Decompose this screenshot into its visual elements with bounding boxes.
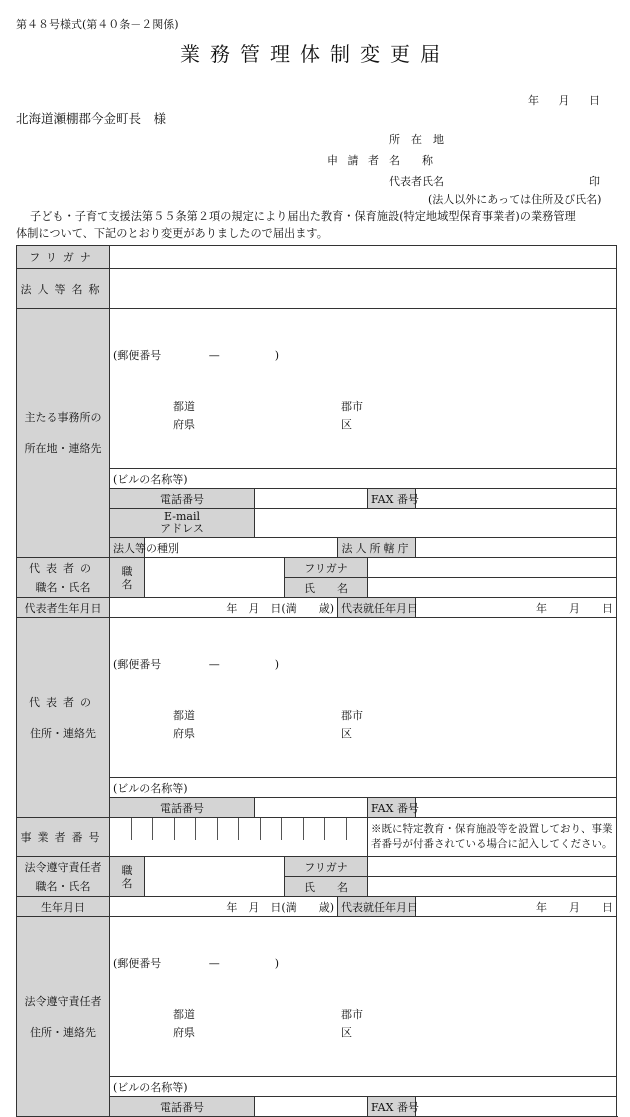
main-office-email-label: E-mail アドレス [110,509,255,538]
intro-text [16,208,616,242]
intro-line-2: 体制について、下記のとおり変更がありましたので届出ます。 [16,227,328,240]
compliance-post-label: 職 名 [110,857,145,897]
rep-fax-field[interactable] [416,798,617,818]
main-office-phone-field[interactable] [255,489,368,509]
rep-furigana-label: フリガナ [285,558,368,578]
compliance-fax-field[interactable] [416,1097,617,1117]
rep-birth-field[interactable]: 年 月 日(満 歳) [110,598,338,618]
seal-mark: 印 [589,175,600,188]
applicant-name-label: 名 称 [389,154,433,167]
main-office-email-field[interactable] [255,509,617,538]
main-office-fax-field[interactable] [416,489,617,509]
main-office-fax-label: FAX 番号 [368,489,416,509]
submission-date[interactable]: 年 月 日 [528,94,600,107]
main-office-label: 主たる事務所の 所在地・連絡先 [17,309,110,558]
compliance-appointed-field[interactable]: 年 月 日 [416,897,617,917]
compliance-appointed-label: 代表就任年月日 [338,897,416,917]
rep-post-field[interactable] [145,558,285,598]
applicant-label: 申 請 者 [327,154,382,167]
management-form-table [16,245,617,1117]
main-office-address-field[interactable]: (郵便番号 — ) 都道 府県 郡市 区 [110,309,617,469]
main-office-building-field[interactable]: (ビルの名称等) [110,469,617,489]
compliance-furigana-label: フリガナ [285,857,368,877]
compliance-furigana-field[interactable] [368,857,617,877]
jurisdiction-label: 法人所轄庁 [338,538,416,558]
compliance-address-label: 法令遵守責任者 住所・連絡先 [17,917,110,1117]
rep-phone-field[interactable] [255,798,368,818]
furigana-label: フリガナ [17,246,110,269]
furigana-field[interactable] [110,246,617,269]
compliance-name-label: 氏 名 [285,877,368,897]
representative-label: 代表者の 職名・氏名 [17,558,110,598]
form-title: 業務管理体制変更届 [180,42,450,66]
rep-appointed-field[interactable]: 年 月 日 [416,598,617,618]
compliance-post-field[interactable] [145,857,285,897]
intro-line-1: 子ども・子育て支援法第５５条第２項の規定により届出た教育・保育施設(特定地域型保育事業者)の業務管理 [30,210,576,223]
corp-name-field[interactable] [110,269,617,309]
form-number: 第４８号様式(第４０条－２関係) [16,18,179,31]
compliance-birth-label: 生年月日 [17,897,110,917]
compliance-address-field[interactable]: (郵便番号 — ) 都道 府県 郡市 区 [110,917,617,1077]
rep-building-field[interactable]: (ビルの名称等) [110,778,617,798]
rep-post-label: 職 名 [110,558,145,598]
rep-furigana-field[interactable] [368,558,617,578]
jurisdiction-field[interactable] [416,538,617,558]
compliance-officer-label: 法令遵守責任者 職名・氏名 [17,857,110,897]
corp-type-label: 法人等の種別 [110,538,145,558]
rep-appointed-label: 代表就任年月日 [338,598,416,618]
rep-name-field[interactable] [368,578,617,598]
compliance-phone-label: 電話番号 [110,1097,255,1117]
business-number-note: ※既に特定教育・保育施設等を設置しており、事業者番号が付番されている場合に記入してください。 [368,818,617,857]
rep-phone-label: 電話番号 [110,798,255,818]
business-number-label: 事業者番号 [17,818,110,857]
rep-address-label: 代表者の 住所・連絡先 [17,618,110,818]
representative-name-label: 代表者氏名 [389,175,444,188]
applicant-address-label: 所 在 地 [389,133,444,146]
compliance-phone-field[interactable] [255,1097,368,1117]
rep-fax-label: FAX 番号 [368,798,416,818]
compliance-building-field[interactable]: (ビルの名称等) [110,1077,617,1097]
rep-address-field[interactable]: (郵便番号 — ) 都道 府県 郡市 区 [110,618,617,778]
compliance-fax-label: FAX 番号 [368,1097,416,1117]
applicant-note: (法人以外にあっては住所及び氏名) [428,193,602,206]
corp-name-label: 法人等名称 [17,269,110,309]
rep-birth-label: 代表者生年月日 [17,598,110,618]
compliance-birth-field[interactable]: 年 月 日(満 歳) [110,897,338,917]
main-office-phone-label: 電話番号 [110,489,255,509]
compliance-name-field[interactable] [368,877,617,897]
business-number-field[interactable] [110,818,368,857]
rep-name-label: 氏 名 [285,578,368,598]
addressee: 北海道瀬棚郡今金町長 様 [16,111,167,126]
